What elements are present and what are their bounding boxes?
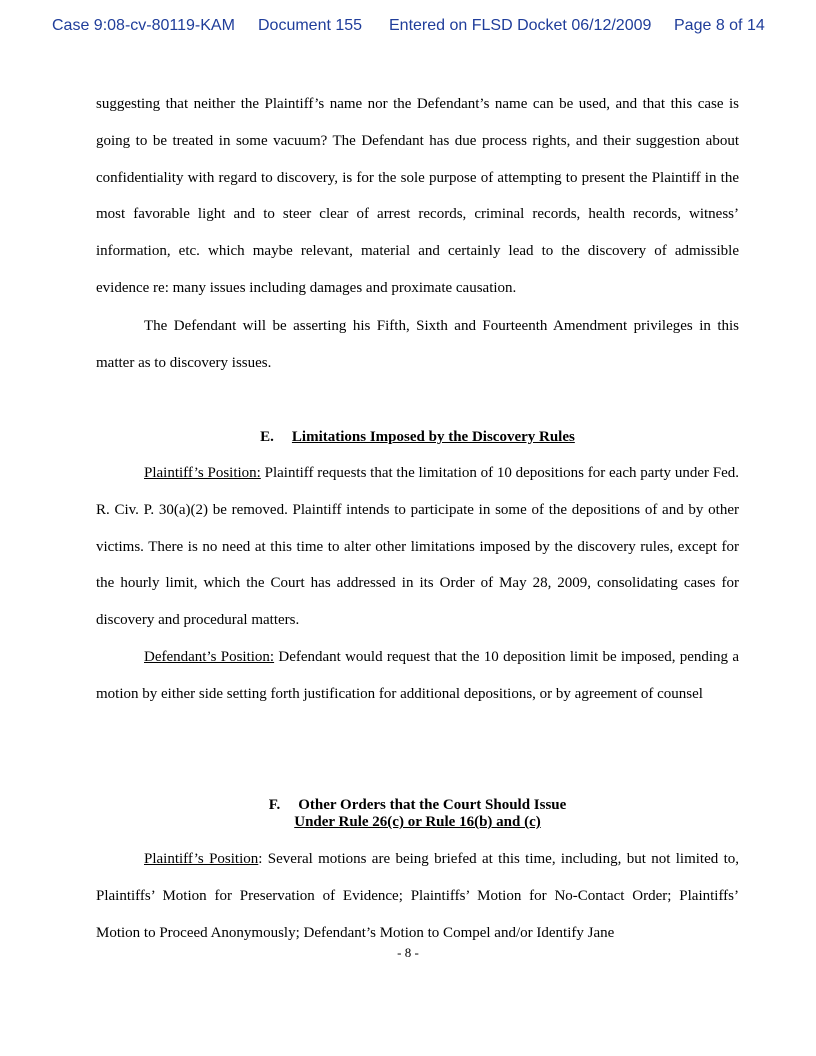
header-page-count: Page 8 of 14 [674, 17, 765, 34]
page-number: - 8 - [397, 945, 419, 960]
defendant-position-label: Defendant’s Position: [144, 649, 275, 665]
header-document-number: Document 155 [258, 17, 363, 34]
section-f-letter: F. [268, 797, 281, 813]
paragraph-confidentiality: suggesting that neither the Plaintiff’s name nor the Defendant’s name can be used, and that this case is going to be treated in some vacuum? The Defendant has due process rights, and their suggestion about confidentiality with regard to discovery, is for the sole purpose of attempting to present the Plaintiff in the most favorable light and to steer clear of arrest records, criminal records, health records, witness’ information, etc. which maybe relevant, material and certainly lead to the discovery of admissible evidence re: many issues including damages and proximate causation. [96, 96, 739, 296]
paragraph-e-defendant-position [96, 639, 739, 713]
paragraph-amendment-privileges: The Defendant will be asserting his Fifth, Sixth and Fourteenth Amendment privileges in this matter as to discovery issues. [96, 318, 739, 371]
section-e-letter: E. [260, 429, 274, 445]
section-e-title: Limitations Imposed by the Discovery Rules [291, 429, 575, 445]
paragraph-f-plaintiff-position [96, 841, 739, 951]
plaintiff-position-text: Plaintiff requests that the limitation of 10 depositions for each party under Fed. R. Civ. P. 30(a)(2) be removed. Plaintiff intends to participate in some of the depositions of and by other victims. There is no need at this time to alter other limitations imposed by the discovery rules, except for the hourly limit, which the Court has addressed in its Order of May 28, 2009, consolidating cases for discovery and procedural matters. [96, 465, 739, 629]
section-f-title-line2: Under Rule 26(c) or Rule 16(b) and (c) [294, 814, 541, 830]
header-case-number: Case 9:08-cv-80119-KAM [52, 17, 235, 34]
defendant-position-text: Defendant would request that the 10 deposition limit be imposed, pending a motion by either side setting forth justification for additional depositions, or by agreement of counsel [96, 649, 739, 702]
plaintiff-position-text-f: : Several motions are being briefed at this time, including, but not limited to, Plaintiffs’ Motion for Preservation of Evidence; Plaintiffs’ Motion for No-Contact Order; Plaintiffs’ Motion to Proceed Anonymously; Defendant’s Motion to Compel and/or Identify Jane [96, 851, 739, 941]
plaintiff-position-label: Plaintiff’s Position: [144, 465, 261, 481]
section-e-heading [96, 429, 739, 446]
header-docket-entry: Entered on FLSD Docket 06/12/2009 [389, 17, 652, 34]
section-f-heading [96, 797, 739, 831]
section-f-title-line1: Other Orders that the Court Should Issue [298, 797, 567, 813]
paragraph-e-plaintiff-position [96, 455, 739, 639]
plaintiff-position-label-f: Plaintiff’s Position [144, 851, 259, 867]
